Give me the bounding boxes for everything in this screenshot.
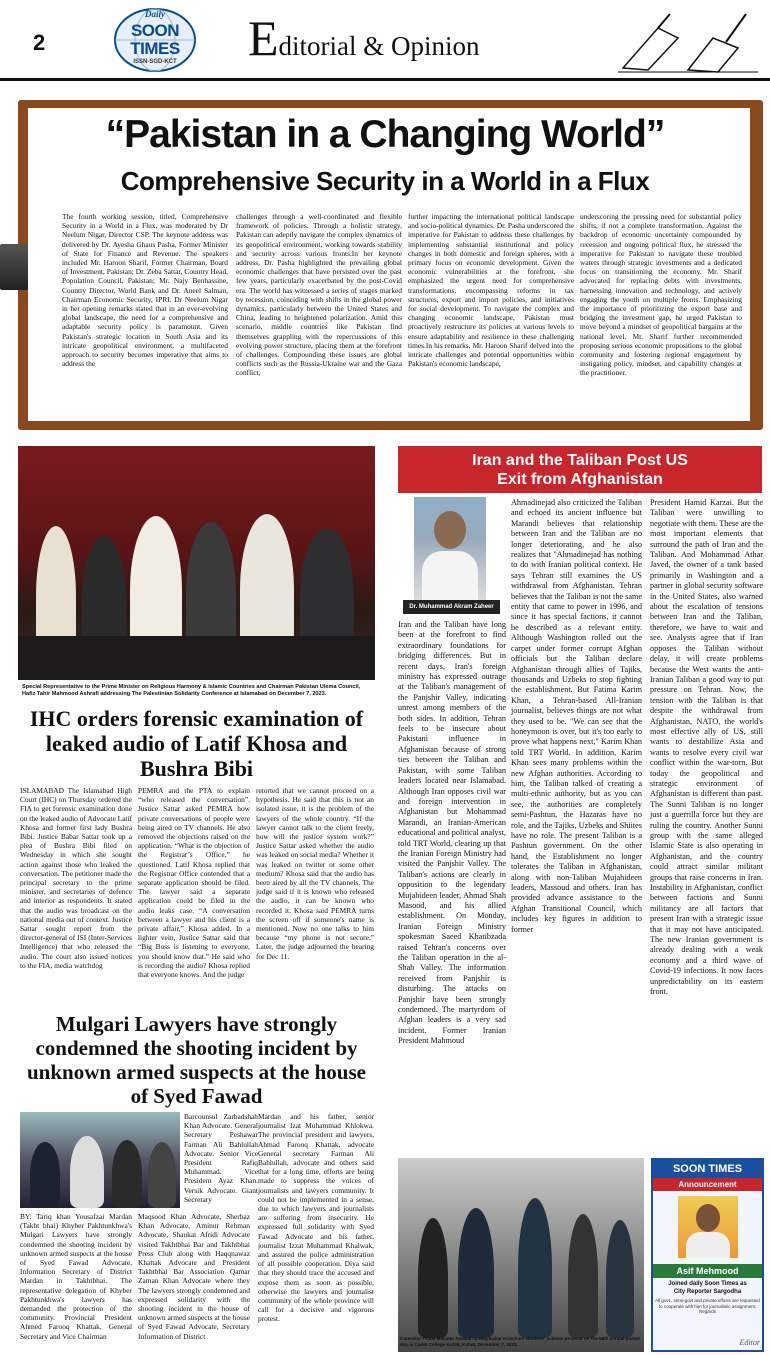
mulgari-column-1: BY: Tariq khan Yousafzai Mardan (Takht bhai) Khyber Pakhtunkhwa's Mulgari Lawyers have strongly condemned the shooting incident by unknown armed suspects at the house of Syed Fawad Advocate, Information Secretary of District Mardan in Takhtbhai. The representative delegation of Khyber Pakhtunkhwa's lawyers has demanded the protection of the community. Provincial President Ahmed Farooq Khattak, General Secretary and Vice Chairman — [20, 1212, 132, 1341]
mulgari-column-1-top: Barcounsul Zarbadshah Khan Advocate. General Secretary Peshawar Farman Ali Bahlullah Advocate. Senior Vice President Rafiq Muhammad. Vice President Ayaz Khan. Versik Advocate. Giant Secretary — [184, 1112, 258, 1204]
announcement-subtitle: Announcement — [653, 1178, 762, 1191]
announcement-line1: Joined daily Soon Times as — [668, 1281, 747, 1287]
lawyers-meeting-photo — [20, 1112, 180, 1208]
announcement-signoff: Editor — [739, 1338, 760, 1347]
ihc-column-1: ISLAMABAD The Islamabad High Court (IHC) on Thursday ordered the FIA to get forensic examination done on the leaked audio of Advocate Latif Khosa and former first lady Bushra Bibi. Justice Babar Sattar took up a plea of Bushra Bibi filed on Wednesday in which she sought action against those who leaked the conversation. The petitioner made the principal secretary to the prime minister, and secretaries of defence and interior as respondents. It stated that the audio was broadcast on the national media out of context. Justice Sattar sought report from the director-general of ISI (Inter-Services Intelligence) that who released the audio. The court also issued notices to the FIA, media watchdog — [20, 786, 132, 970]
iran-column-3: President Hamid Karzai. But the Taliban were unwilling to negotiate with them. These are the most important elements that surround the path of Iran and the Taliban. And Mohammad Athar Javed, the owner of a tank based primarily in Washington and a partner in global security software in the United States, also warned about the escalation of tensions between Iran and the Taliban, therefore, we have to wait and see. Analysts agree that if Iran opposes the Taliban without delay, it will create problems because the West wants the anti-Iranian Taliban a good way to put pressure on Tehran. Now, the tension with the Taliban is that despite the withdrawal from Afghanistan, NATO, the world's most effective ally of US, still wants to destabilize Asia and wants to resolve every civil war conflict within the war-torn. But today the geopolitical and strategic environment of Afghanistan is different than past. The Sunni Taliban is no longer just a guerrilla force but they are ruling the country. Another Sunni group with the same alleged Islamic State is also operating in Afghanistan, and the country could attract similar militant groups that raise concerns in Iran. Instability in Afghanistan, conflict between factions and Sunni militancy are all factors that present Iran with a strategic issue that it may not have anticipated. The new Iranian government is already dealing with a weak economy and a third wave of Covid-19 infections. It now faces unpredictability on its eastern front. — [650, 498, 763, 997]
section-title-rest: ditorial & Opinion — [278, 31, 480, 61]
announcement-line2: City Reporter Sargodha — [673, 1289, 742, 1295]
lead-column-3: further impacting the international political landscape and socio-political dynamics. Dr. Pasha underscored the imperative for Pakistan to address these challenges by implementing substantial institutional and policy changes in both domestic and foreign spheres, with a primary focus on economic development. Given the economic vulnerabilities at the forefront, she emphasized the urgent need for comprehensive transformations, encompassing reforms in tax structures, export and import policies, and initiatives for social development. To navigate the complex and changing economic landscape, Pakistan must proactively restructure its policies at various levels to ensure adaptability and resilience in these challenging times.In his remarks, Mr. Haroon Sharif delved into the intricate challenges and potential opportunities within Pakistan's economic landscape, — [408, 212, 574, 369]
author-name: Dr. Muhammad Akram Zaheer — [403, 600, 500, 614]
photo-caption-cadet: Caretaker Prime Minister Anwaar-ul-Haq Kakar examines students' science projects on the 58th annual parent day in Cadet College Kohat, Kohat, December 7, 2023. — [400, 1336, 640, 1347]
mulgari-column-3: Mardan and his father, senior journalist Izat Muhammad Khlokwa. The provincial president and lawyers, Ahmad Farooq Khattak, advocate General secretary Farman Ali Bahlullah, advocate and others said that for a long time, efforts are being made to suppress the voices of journalists and lawyers community. It could not be implemented in a sense, due to which lawyers and journalists are suffering from insecurity. He expressed full solidarity with Syed Fawad Advocate and his father, journalist Izzat Muhammad Khalwak, and assured the police administration of all possible cooperation. Diya said that they should trace the accused and expose them as soon as possible, otherwise the lawyers and journalist community of the whole province will call for a decisive and vigorous protest. — [258, 1112, 374, 1324]
announcement-fine-print: All govt., semi-govt and private offices are requested to cooperate with him for journalistic assignment. Regards — [655, 1298, 760, 1314]
logo-soon: SOON — [130, 21, 180, 40]
lead-column-4: underscoring the pressing need for substantial policy shifts, if not a complete transformation. Against the backdrop of economic uncertainty compounded by recession and ongoing political flux, he stressed the imperative for Pakistan to navigate these troubled waters through strategic investments and a dedicated focus on transitioning the economy. Mr. Sharif advocated for replacing debts with investments, harnessing innovation and technology, and actively engaging the youth on multiple fronts. Emphasizing the importance of prioritizing the export base and bridging the investment gap, he urged Pakistan to move beyond a mindset of geopolitical bargains at the national level. Mr. Sharif further recommended proposing serious economic propositions to the global community and fostering regional engagement by instigating policy, mindset, and capability changes at the practitioner. — [580, 212, 742, 378]
lead-subheadline: Comprehensive Security in a World in a Flux — [120, 166, 650, 196]
logo-times: TIMES — [130, 39, 180, 58]
cadet-college-photo — [398, 1158, 644, 1352]
lead-column-2: challenges through a well-coordinated and flexible framework of policies. Through a holistic strategy, Pakistan can adeptly navigate the complex dynamics of its geopolitical environment, working towards stability and security across various fronts.In her keynote address, Dr. Pasha highlighted the prevailing global economic challenges that have persisted over the past few years, particularly exacerbated by the post-Covid era. The world has witnessed a series of stages marked by recession, coinciding with shifts in the global power dynamics, particularly between the United States and China, leading to heightened polarization. Amid this scenario, middle countries like Pakistan find themselves grappling with the repercussions of this evolving power structure, placing them at the forefront of challenges. Compounding these issues are global conflicts such as the Russia-Ukraine war and the Gaza conflict, — [236, 212, 402, 378]
lead-headline: “Pakistan in a Changing World” — [105, 113, 665, 156]
ihc-column-3: retorted that we cannot proceed on a hypothesis. He said that this is not an isolated issue, it is the problem of the lawyers of the whole country. “If the lawyer cannot talk to the client freely, how will the justice system work?” Justice Sattar asked whether the audio was leaked on social media? Whether it was leaked on twitter or some other medium? Khosa said that the audio has been aired by all the TV channels. The judge said if it is known who released the audio, it can be known who recorded it. Khosa said PEMRA turns the screen off if someone's name is mentioned. Now no one talks to him because “my phone is not secure.” Later, the judge adjourned the hearing for Dec 11. — [256, 786, 374, 961]
soon-times-logo — [113, 7, 197, 73]
author-photo — [414, 497, 486, 600]
iran-headline — [398, 451, 762, 489]
page-number: 2 — [33, 30, 46, 55]
announcement-title: SOON TIMES — [653, 1160, 762, 1178]
ihc-headline: IHC orders forensic examination of leaked audio of Latif Khosa and Bushra Bibi — [29, 706, 364, 781]
masthead-rule — [0, 78, 770, 81]
lead-column-1: The fourth working session, titled, Comprehensive Security in a World in a Flux, was moderated by Dr Neelum Nigar, Director CSP. The keynote address was delivered by Dr. Ayesha Ghaus Pasha, Former Minister of State for Finance and Revenue. The speakers included Mr. Haroon Sharif, Former Chairman, Board of Investment, Pakistan; Dr. Zeba Sattar, Country Head, Population Council, Pakistan; Mr. Najy Benhassine, Country Director, World Bank and Dr. Aneel Salman, Chairman Economic Security, IPRI. Dr Neelum Nigar in her opening remarks stated that in an ever-evolving global landscape, the need for a comprehensive and adaptable security policy is paramount. Given Pakistan's strategic location in South Asia and its intricate geopolitical environment, a multifaceted approach to security becomes imperative that aims to address the — [62, 212, 228, 369]
announcement-photo — [678, 1196, 738, 1258]
mulgari-column-2: Maqsood Khan Advocate, Sherbaz Khan Advocate, Aminur Rehman Advocate, Shaukat Afridi Advocate visited Takhtbhai Bar and Takhtbhai Press Club along with Haqqnawaz Khattak Advocate and President Takhtbhai Bar Association Qamar Zaman Khan Advocate where they The lawyers strongly condemned and expressed solidarity with the shooting incident in the house of unknown armed suspects at the house of Syed Fawad Advocate, Secretary Information of District — [138, 1212, 250, 1341]
binder-clip-icon — [0, 244, 28, 290]
announcement-name: Asif Mehmood — [653, 1264, 762, 1278]
iran-column-2: Ahmadinejad also criticized the Taliban and echoed its ancient influence but Marandi believes that relationship between Iran and the Taliban are no longer deteriorating, and he also realizes that "Ahmadinejad has nothing to do with Iranian political context. He says Tehran still examines the US withdrawal from Afghanistan. Tehran believes that the Taliban is not the same entity that came to power in 1996, and since it has special factions, it cannot be described as a relevant entity. Although Washington rolled out the carpet under former corrupt Afghan officials but the Taliban declare Afghanistan through allies of Tajiks, thousands and Uzbeks to stop fighting the establishment. But Fatima Karim Khan, a Tehran-based All-Iranian journalist, believes things are not what they used to be. "We can see that the honeymoon is over, but it's too early to prove what happens next," Karim Khan told TRT World. In addition, Karim Khan sees many problems within the new Afghan authorities. According to him, the Taliban talked of creating a multi-ethnic authority, but as you can see, the authorities are completely semi-Pashtun, the Hazaras have no role, and the Tajiks, Uzbeks and Shiites have no role. The present Taliban is a Pashtun government. On the other hand, the Establishment no longer tolerates the Taliban in Afghanistan, along with non-Taliban Mujahideen leaders, Massoud and others. Iran has provided advance assistance to the Afghan Transitional Council, which includes key figures in addition to former — [511, 498, 642, 934]
logo-issn: ISSN-SGD-KCT — [133, 59, 177, 65]
section-initial: E — [248, 10, 279, 66]
iran-headline-line2: Exit from Afghanistan — [497, 471, 663, 488]
mulgari-headline: Mulgari Lawyers have strongly condemned the shooting incident by unknown armed suspects at the house of Syed Fawad — [27, 1012, 366, 1108]
writing-hands-icon — [618, 8, 758, 74]
logo-daily: Daily — [145, 9, 165, 19]
iran-column-1: Iran and the Taliban have long been at the forefront to find extraordinary foundations for bridging differences. But in recent days, Iran's foreign ministry has expressed outrage at the Taliban's management of the Panjshir Valley, indicating unrest among members of the both sides. In addition, Tehran feels to be insecure about Pakistani influence in Afghanistan because of strong ties between the Taliban and Pakistan, with some Taliban leaders located near Islamabad. Although Iran opposes civil war and foreign intervention in Afghanistan but Mohammad Marandi, an Iranian-American educational and political analyst, told TRT World, clearing up that the Iranian Foreign Ministry had visited the Panjshir Valley. The Taliban's actions are clearly in opposition to the legendary Mujahideen leader, Ahmad Shah Masood, and his allied establishment. On Monday, Iranian Foreign Ministry spokesman Saeed Khatibzada raised Tehran's concerns over the Taliban operation in the al-Shab Valley. The information received from Panjshir is disturbing. The attacks on Panjshir have been strongly condemned. The martyrdom of Afghan leaders is a very sad incident. Former Iranian President Mahmoud — [398, 620, 506, 1046]
ihc-column-2: PEMRA and the PTA to explain “who released the conversation”. Justice Sattar asked PEMRA how private conversations of people were being aired on TV channels. He also removed the objections raised on the application. “What is the objection of the Registrar’s Office,” he questioned. Latif Khosa replied that the Registrar Office contended that a separate application should be filed. The lawyer said a separate application could be filed in the audio leaks case. “A conversation between a lawyer and his client is a private affair,” Khosa added. In a lighter vein, Justice Sattar said that “Big Boss is listening to everyone, you should know that.” He said who is recording the audio? Khosa replied that everyone knows. And the judge — [138, 786, 250, 980]
conference-photo — [18, 446, 375, 680]
photo-caption: Special Representative to the Prime Minister on Religious Harmony & Islamic Countries and Chairman Pakistan Ulema Council, Hafiz Tahir Mahmood Ashrafi addressing The Palestinian Solidarity Conference at Islamabad on December 7, 2023. — [22, 684, 361, 697]
iran-headline-line1: Iran and the Taliban Post US — [472, 452, 688, 469]
section-title — [248, 10, 480, 66]
